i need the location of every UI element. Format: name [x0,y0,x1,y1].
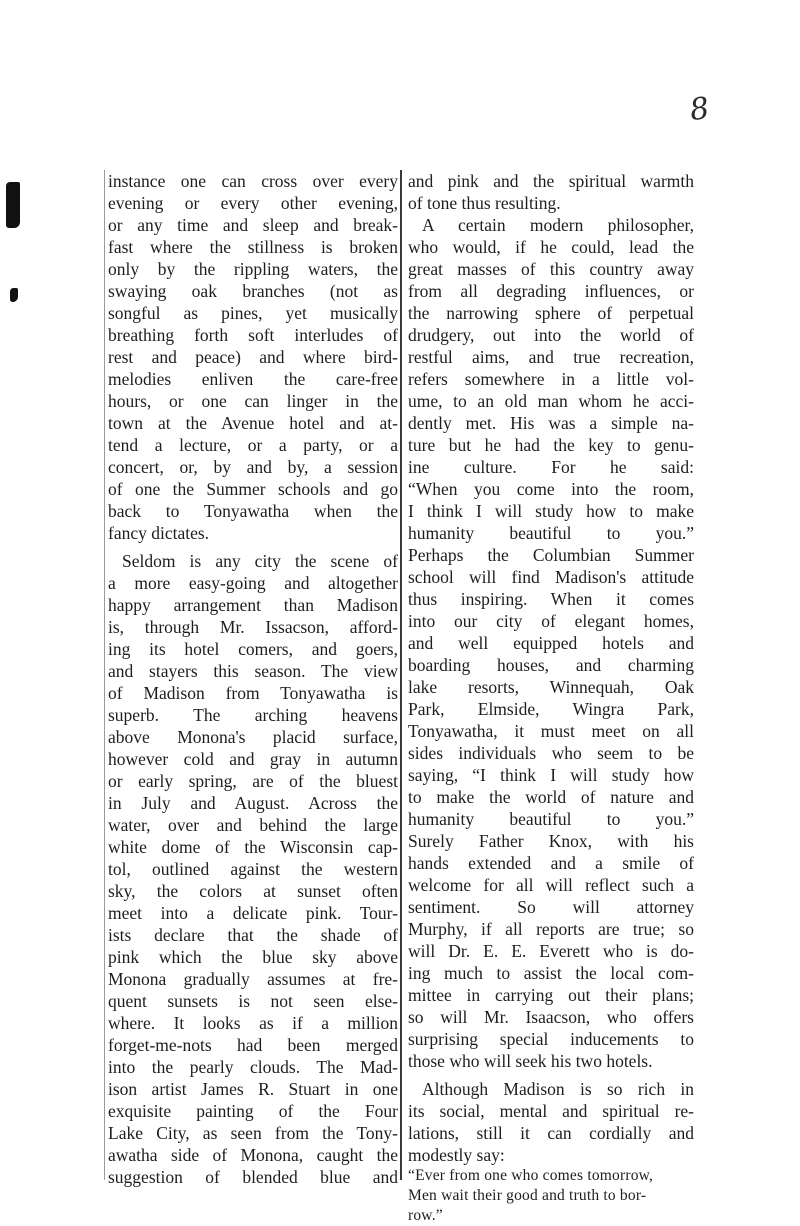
text-line: Although Madison is so rich in [422,1079,694,1099]
text-line: Surely Father Knox, with his [408,831,694,851]
text-line: or any time and sleep and break- [108,215,398,235]
text-line: and pink and the spiritual warmth [408,171,694,191]
text-line: those who will seek his two hotels. [408,1051,653,1071]
text-line: the narrowing sphere of perpetual [408,303,694,323]
text-line: hours, or one can linger in the [108,391,398,411]
text-line: suggestion of blended blue and [108,1167,398,1187]
text-line: hands extended and a smile of [408,853,694,873]
left-paragraph-2 [108,550,398,1188]
text-line: Murphy, if all reports are true; so [408,919,694,939]
text-line: saying, “I think I will study how [408,765,694,785]
text-line: of Madison from Tonyawatha is [108,683,398,703]
text-line: sky, the colors at sunset often [108,881,398,901]
text-line: tend a lecture, or a party, or a [108,435,398,455]
text-line: breathing forth soft interludes of [108,325,398,345]
text-line: ture but he had the key to genu- [408,435,694,455]
text-line: only by the rippling waters, the [108,259,398,279]
text-line: ists declare that the shade of [108,925,398,945]
text-line: forget-me-nots had been merged [108,1035,398,1055]
text-line: Park, Elmside, Wingra Park, [408,699,694,719]
text-line: humanity beautiful to you.” [408,523,694,543]
text-line: of tone thus resulting. [408,193,561,213]
text-line: surprising special inducements to [408,1029,694,1049]
text-line: school will find Madison's attitude [408,567,694,587]
text-line: Monona gradually assumes at fre- [108,969,398,989]
text-line: water, over and behind the large [108,815,398,835]
text-line: “Ever from one who comes tomorrow, [408,1167,654,1184]
text-line: and well equipped hotels and [408,633,694,653]
text-line: Perhaps the Columbian Summer [408,545,694,565]
text-line: instance one can cross over every [108,171,398,191]
text-line: will Dr. E. E. Everett who is do- [408,941,694,961]
text-line: to make the world of nature and [408,787,694,807]
text-line: A certain modern philosopher, [422,215,694,235]
text-line: where. It looks as if a million [108,1013,398,1033]
text-line: quent sunsets is not seen else- [108,991,398,1011]
text-line: and stayers this season. The view [108,661,398,681]
text-line: humanity beautiful to you.” [408,809,694,829]
text-line: evening or every other evening, [108,193,398,213]
text-line: ing much to assist the local com- [408,963,694,983]
right-paragraph-3 [408,1078,694,1166]
page-number: 8 [687,90,712,129]
text-line: melodies enliven the care-free [108,369,398,389]
text-line: thus inspiring. When it comes [408,589,694,609]
text-line: ume, to an old man whom he acci- [408,391,694,411]
text-line: refers somewhere in a little vol- [408,369,694,389]
scan-edge-mark [6,182,20,228]
right-paragraph-2 [408,214,694,1072]
text-line: ine culture. For he said: [408,457,694,477]
text-line: its social, mental and spiritual re- [408,1101,694,1121]
left-column [108,170,398,1188]
text-line: from all degrading influences, or [408,281,694,301]
text-line: I think I will study how to make [408,501,694,521]
text-line: songful as pines, yet musically [108,303,398,323]
text-line: town at the Avenue hotel and at- [108,413,398,433]
text-line: swaying oak branches (not as [108,281,398,301]
text-line: into our city of elegant homes, [408,611,694,631]
text-line: Tonyawatha, it must meet on all [408,721,694,741]
text-line: sides individuals who seem to be [408,743,694,763]
text-line: sentiment. So will attorney [408,897,694,917]
text-line: fast where the stillness is broken [108,237,398,257]
text-line: into the pearly clouds. The Mad- [108,1057,398,1077]
text-line: back to Tonyawatha when the [108,501,398,521]
text-line: great masses of this country away [408,259,694,279]
text-line: ison artist James R. Stuart in one [108,1079,398,1099]
text-line: above Monona's placid surface, [108,727,398,747]
text-line: lake resorts, Winnequah, Oak [408,677,694,697]
text-line: restful aims, and true recreation, [408,347,694,367]
text-line: white dome of the Wisconsin cap- [108,837,398,857]
left-column-rule [104,170,105,1180]
text-line: Seldom is any city the scene of [122,551,398,571]
text-line: exquisite painting of the Four [108,1101,398,1121]
text-line: of one the Summer schools and go [108,479,398,499]
left-paragraph-1 [108,170,398,544]
text-line: however cold and gray in autumn [108,749,398,769]
text-line: Lake City, as seen from the Tony- [108,1123,398,1143]
text-line: happy arrangement than Madison [108,595,398,615]
text-line: so will Mr. Isaacson, who offers [408,1007,694,1027]
verse-quote [408,1166,694,1226]
text-line: ing its hotel comers, and goers, [108,639,398,659]
text-line: dently met. His was a simple na- [408,413,694,433]
text-line: lations, still it can cordially and [408,1123,694,1143]
text-line: row.” [408,1207,443,1224]
text-line: or early spring, are of the bluest [108,771,398,791]
text-line: awatha side of Monona, caught the [108,1145,398,1165]
scan-edge-mark-small [10,288,18,302]
text-line: is, through Mr. Issacson, afford- [108,617,398,637]
text-line: in July and August. Across the [108,793,398,813]
text-line: concert, or, by and by, a session [108,457,398,477]
text-line: a more easy-going and altogether [108,573,398,593]
text-line: “When you come into the room, [408,479,694,499]
column-divider [400,170,402,1180]
text-line: fancy dictates. [108,523,210,543]
right-paragraph-1 [408,170,694,214]
text-line: mittee in carrying out their plans; [408,985,694,1005]
text-line: superb. The arching heavens [108,705,398,725]
right-column [408,170,694,1226]
text-line: Men wait their good and truth to bor- [408,1187,647,1204]
text-line: pink which the blue sky above [108,947,398,967]
text-line: tol, outlined against the western [108,859,398,879]
text-line: meet into a delicate pink. Tour- [108,903,398,923]
text-line: modestly say: [408,1145,505,1165]
text-line: welcome for all will reflect such a [408,875,694,895]
text-line: boarding houses, and charming [408,655,694,675]
text-line: rest and peace) and where bird- [108,347,398,367]
text-line: drudgery, out into the world of [408,325,694,345]
text-line: who would, if he could, lead the [408,237,694,257]
